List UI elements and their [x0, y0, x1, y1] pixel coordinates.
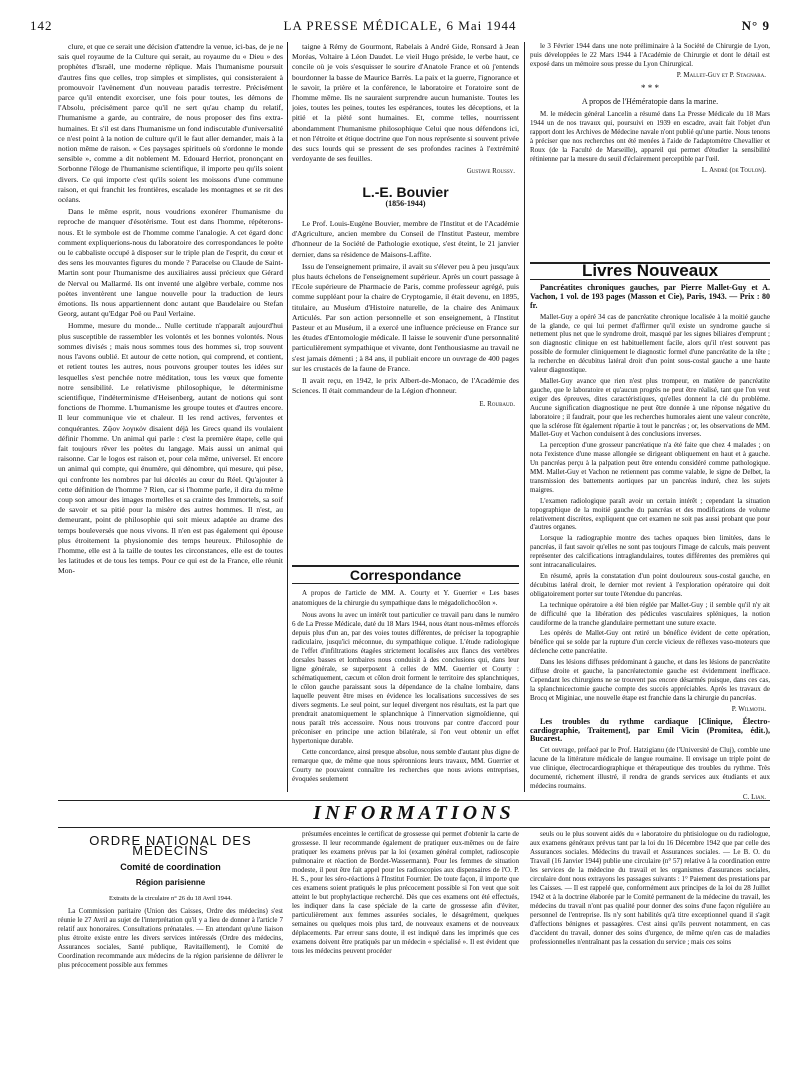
essay-column-1	[58, 42, 283, 772]
book-review: Lorsque la radiographie montre des taches opaques bien limitées, dans le pancréas, il faut savoir qu'elles ne sont pas toujours l'image de calculs, mais peuvent représenter des calcifications intraglandulaires, toutes différentes des premières qui sont intracanaliculaires.	[530, 534, 770, 570]
obituary-paragraph: Il avait reçu, en 1942, le prix Albert-de-Monaco, de l'Académie des Sciences. Il était commandeur de la Légion d'honneur.	[292, 376, 519, 396]
informations-column-2	[292, 830, 519, 1080]
info-paragraph: seuls ou le plus souvent aidés du « laboratoire du phtisiologue ou du radiologue, aux examens généraux prévus tant par la loi du 16 Décembre 1942 que par celle des Assurances sociales. Médecins du travail et Assurances sociales. — Le B. O. du Travail (16 Janvier 1944) publie une circulaire (n° 57) relative à la coordination entre les services de la médecine du travail et les organismes d'assurances sociales, circulaire dont nous extrayons les passages suivants : 1° Paiement des prestations par les Caisses. — Il est rappelé que, conformément aux principes de la loi du 28 Juillet 1942 et à la doctrine élaborée par le Comité permanent de la médecine du travail, les médecins du travail n'ont pas qualité pour donner des soins d'une façon régulière au personnel de l'entreprise. Ils n'y sont habilités qu'à titre exceptionnel quand il s'agit d'affections bénignes et passagères. C'est ainsi qu'ils peuvent notamment, en cas d'accident du travail, donner des soins d'urgence, de même qu'en cas de maladies professionnelles n'entraînant pas la cessation du service ; mais ces soins	[530, 830, 770, 946]
book-review: Cet ouvrage, préfacé par le Prof. Hatzigianu (de l'Université de Cluj), comble une lacune de la littérature médicale de langue roumaine. Il envisage un triple point de vue clinique, électrocardiographique et thérapeutique des troubles du rythme. Très documenté, richement illustré, il rendra de grands services aux étudiants et aux médecins roumains.	[530, 746, 770, 790]
book-review: La perception d'une grosseur pancréatique n'a été faite que chez 4 malades ; on nota l'existence d'une masse allongée se dirigeant obliquement en haut et à gauche. Un pancréas perçu à la palpation peut être entendu considéré comme pathologique. MM. Mallet-Guy et Vachon ne retiennent pas comme valable, le signe de Delbet, la transmission des battements aortiques par un pancréas induré, chez les sujets maigres.	[530, 441, 770, 494]
correspondance-title: Correspondance	[349, 567, 462, 583]
book-title: Les troubles du rythme cardiaque [Clinique, Électro-cardiographie, Traitement], par Emil Vicin (Promitea, édit.), Bucarest.	[530, 716, 770, 744]
informations-column-1	[58, 830, 283, 1080]
correspondance-paragraph: Cette concordance, ainsi presque absolue, nous semble d'autant plus digne de remarque que, de même que nous spéronnions leurs travaux, MM. Guerrier et Courty ne pouvaient connaître les recherches que nous avions entreprises, évoquées seulement	[292, 747, 519, 783]
page-number: 142	[30, 18, 53, 33]
correspondance-section	[292, 565, 519, 795]
column-divider	[287, 42, 288, 792]
informations-banner	[58, 800, 770, 828]
essay-paragraph: taigne à Rémy de Gourmont, Rabelais à André Gide, Ronsard à Jean Moréas, Voltaire à Léon Daudet. Le vieil Hugo préside, le verbe haut, ce concile où je vois s'esquisser le sourire d'Anatole France et où j'entends bourdonner la basse de Maurice Barrès. La paix et la guerre, l'ignorance et le savoir, la prière et la conférence, le laboratoire et l'oratoire sont de l'homme même. Ils ne sauraient surprendre aucun humaniste. Toutes les joies, toutes les peines, toutes les espérances, toutes les déceptions, et la pitié et la piété sont humaines. Et, comme telles, nourrissent abondamment l'humanisme philosophique Celui que nous défendons ici, et non l'étroite et étique doctrine que l'on nous représente si souvent privée des sucs lourds qui se pressent de ses profondes racines à l'extrémité verdoyante de ses feuilles.	[292, 42, 519, 164]
circulaire-reference: Extraits de la circulaire n° 26 du 18 Avril 1944.	[108, 895, 233, 902]
book-review: Mallet-Guy a opéré 34 cas de pancréatite chronique localisée à la moitié gauche de la glande, ce qui lui permet d'affirmer qu'il existe un syndrome gauche si nettement plus net que le syndrome droit, masqué par les signes biliaires d'emprunt ; son diagnostic clinique en est habituellement facile, alors qu'il n'est souvent pas possible de formuler cliniquement le diagnostic formel d'une pancréatite de la tête ; la recherche en décubitus latéral droit d'un point sous-costal gauche a une haute valeur diagnostique.	[530, 312, 770, 375]
book-review: L'examen radiologique paraît avoir un certain intérêt ; cependant la situation topographique de la moitié gauche du pancréas et des modifications de volume relativement discrètes, expliquent que cet examen ne soit pas aussi probant que pour d'autres organes.	[530, 496, 770, 532]
essay-paragraph: Dans le même esprit, nous voudrions exonérer l'humanisme du reproche de manquer d'ésotérisme. Tout est dans l'homme, répéterons-nous. Et le symbole est de l'homme comme l'analogie. A cet égard donc comment expliquerions-nous du laboratoire des correspondances le poète ou le cabbaliste occupé à disposer sur le triple plan de l'esprit, du cœur et des sens les mouvantes figures du monde ? Paracelse ou Claude de Saint-Martin sont pour l'humanisme des auxiliaires aussi précieux que Gérard de Nerval ou Mallarmé. Ils ont inventé une algèbre verbale, comme nos poètes inventèrent une langue nouvelle pour la traduction de leurs émotions. Ils nous appartiennent donc autant que Baudelaire ou Stefan Georg, autant qu'Edgar Poë ou Paul Verlaine.	[58, 207, 283, 319]
book-signature: P. Wilmoth.	[731, 704, 766, 713]
letter-signature: P. Mallet-Guy et P. Stagnara.	[676, 71, 766, 79]
book-review: La technique opératoire a été bien réglée par Mallet-Guy ; il semble qu'il n'y ait de difficulté que la libération des pédicules vasculaires spléniques, la notion caudiforme de la tranche glandulaire permettant une suture exacte.	[530, 600, 770, 627]
obituary-signature: E. Roubaud.	[479, 399, 515, 408]
letter-paragraph: le 3 Février 1944 dans une note préliminaire à la Société de Chirurgie de Lyon, puis développées le 22 Mars 1944 à l'Académie de Chirurgie et dont le détail est exposé dans un mémoire sous presse du Lyon Chirurgical.	[530, 42, 770, 68]
informations-title: INFORMATIONS	[313, 802, 515, 824]
book-signature: C. Lian.	[742, 792, 766, 801]
hemeralopie-title: A propos de l'Hémératopie dans la marine.	[581, 97, 719, 106]
info-paragraph: présumées enceintes le certificat de grossesse qui permet d'obtenir la carte de grossesse. Il leur recommande également de pratiquer eux-mêmes ou de faire pratiquer les examens prévus par la loi (examen général complet, radioscopie pulmonaire et réaction de Bordet-Wassermann). Pour les femmes de situation modeste, il peut être fait appel pour les radioscopies aux dispensaires de l'O. P. H. S., pour les séro-réactions à l'Institut Fournier. De toute façon, il importe que ces examens soient pratiqués le plus précocement possible si l'on veut que soit atteint le but prophylactique recherché. Dès que ces examens ont été effectués, les indiquer dans la case spéciale de la carte de grossesse afin d'éviter, particulièrement aux femmes assurées sociales, le désagrément, quelques semaines ou quelques mois plus tard, de nouveaux examens et de nouveaux déplacements. Par erreur sans doute, il est indiqué dans les imprimés que ces examens doivent être pratiqués par un médecin « spécialisé ». Il est évident que tous les médecins peuvent procéder	[292, 830, 519, 955]
essay-paragraph: Homme, mesure du monde... Nulle certitude n'apparaît aujourd'hui plus susceptible de rassembler les volontés et les bonnes volontés. Nous sommes divisés ; mais nous sommes tous des hommes si, trop souvent nous l'avons oublié. Et autour de cette notion, qui comprend, et contient, et retient toutes les autres, nous pouvons grouper toutes les idées sur lesquelles s'est penchée notre méditation, tous les vœux que fomente notre sensibilité. Le relativisme philosophique, le déterminisme scientifique, l'indéterminisme d'Heisenberg, autant de notions qui sont fonctions de l'homme. L'humanisme les groupe toutes et d'autres encore. Il leur communique vie et chaleur. Il les rend actives, ferventes et conquérantes. Ζῷον λογικόν disaient déjà les Grecs quand ils voulaient définir l'homme. Un animal qui parle : c'est la première étape, celle qui fait toujours rêver les poètes du langage. Mais aussi un animal qui raisonne. Car le logos est raison et, pour cela même, universel. Et encore un animal qui compte, qui énumère, qui dénombre, qui mesure, qui pèse, qui confronte les nombres par lui décelés au cœur du Réel. Qu'ajouter à cette définition de l'homme ? Rien, car si l'homme parle, il dira du même coup son amour des images mortelles et sa crainte des Immortels, sa soif de savoir et sa pitié pour la misère des autres hommes. Il n'est, au demeurant, point de philosophie qui soit mieux adaptée au drame des temps bouleversés que nous vivons. Il n'en est pas également qui épouse plus étroitement la physionomie des temps heureux. Philosophie de l'homme, elle est à la taille de toutes les circonstances, elle est de toutes les latitudes et de tous les temps. Pour ce qui est de la France, elle réunit Mon-	[58, 321, 283, 576]
column-divider	[524, 42, 525, 792]
obituary-dates: (1856-1944)	[385, 198, 426, 208]
region-heading: Région parisienne	[135, 878, 206, 887]
ordre-heading: ORDRE NATIONAL DES MÉDECINS	[89, 833, 252, 858]
journal-title: LA PRESSE MÉDICALE, 6 Mai 1944	[283, 18, 517, 33]
essay-signature: Gustave Roussy.	[466, 167, 515, 176]
essay-paragraph: clure, et que ce serait une décision d'attendre la venue, ici-bas, de je ne sais quel royaume de la Culture qui serait, au royaume du « Dieu » des prophètes d'Israël, une moderne réplique. Mais l'humanisme poursuit d'autres fins que celles, trop simples et simplistes, qui consisteraient à promouvoir l'avènement d'un nouveau paradis terrestre. Précisément parce qu'il entendit exorciser, une fois pour toutes, les démons de l'Absolu, précisément parce qu'il ne sert qu'au champ du relatif, l'humanisme a garde, au contraire, de nous proposer des fins extra-humaines. Et s'il est dans l'humanisme un fond indiscutable d'universalité ce n'est point à la notion de culture qu'il le faut aller demander, mais à la notion même de raison. « Ces paysages spirituels où s'ordonne le monde sensible », comme a dit noblement M. Edouard Herriot, prononçant en Sorbonne l'éloge de l'humanisme scientifique, il importe peu qu'ils soient divers. Ce qui importe c'est qu'ils soient les moissons d'une commune raison, et qui franchit les frontières, escalade les montagnes et se rit des océans.	[58, 42, 283, 205]
obituary-title: L.-E. Bouvier	[362, 183, 449, 200]
correspondance-subject: A propos de l'article de MM. A. Courty et Y. Guerrier « Les bases anatomiques de la chirurgie du sympathique dans le mégadolichocôlon ».	[292, 589, 519, 608]
letter-signature: L. André (de Toulon).	[701, 166, 766, 174]
correspondance-paragraph: Nous avons lu avec un intérêt tout particulier ce travail paru dans le numéro 6 de La Presse Médicale, daté du 18 Mars 1944, nous étant nous-mêmes efforcés depuis plus d'un an, par des voies toutes différentes, de préciser la topographie radiculaire, jusqu'ici méconnue, du sympathique colique. L'étude radiologique de l'effet d'infiltrations étagées strictement localisées aux flancs des vertèbres dorsales basses et lombaires nous conduisit à des conclusions qui, dans leur ligne générale, se superposent à celles de MM. Guerrier et Courty : schématiquement, cæcum et côlon droit forment le territoire des splanchniques, le côlon gauche paraissant sous la dépendance de la chaîne lombaire, dans laquelle peuvent être mises en évidence les localisations successives de ses divers segments. Le seul point, sur lequel divergent nos résultats, est la part que prendrait anatomiquement le splanchnique à l'innervation sigmoïdienne, qui nous paraît très accessoire. Nous nous trouvons par contre d'accord pour préconiser en principe une action bilatérale, si l'on veut obtenir un effet hypertonique durable.	[292, 610, 519, 745]
books-section	[530, 262, 770, 802]
informations-column-3	[530, 830, 770, 1080]
section-separator: * * *	[641, 83, 659, 93]
issue-number: N° 9	[741, 18, 770, 33]
info-paragraph: La Commission paritaire (Union des Caisses, Ordre des médecins) s'est réunie le 27 Avril au sujet de l'interprétation qu'il y a lieu de donner à l'article 7 relatif aux honoraires. Consultations prénatales. — En attendant qu'une liaison plus étroite existe entre les divers services intéressés (Ordre des médecins, Assurances sociales, Santé publique, Ravitaillement), le Comité de Coordination recommande aux médecins de la région parisienne de délivrer le plus précocement possible aux femmes	[58, 907, 283, 969]
letter-paragraph: M. le médecin général Lancelin a résumé dans La Presse Médicale du 18 Mars 1944 un de nos travaux qui, poursuivi en 1939 en escadre, avait fait l'objet d'un rapport dont les Archives de Médecine navale n'ont publié qu'une partie. Nous tenons à préciser que nos recherches ont été menées à l'aide de l'adaptomètre Chevallier et Roux (de la Faculté de Marseille), appareil qui permet d'étudier la sensibilité rétinienne par la mesure du seuil d'éclairement perceptible par l'œil.	[530, 110, 770, 163]
comite-heading: Comité de coordination	[120, 862, 221, 872]
books-title: Livres Nouveaux	[581, 262, 719, 280]
obituary-paragraph: Issu de l'enseignement primaire, il avait su s'élever peu à peu jusqu'aux plus hauts échelons de l'enseignement supérieur. Après un court passage à l'Ecole supérieure de Pharmacie de Paris, comme professeur agrégé, puis comme suppléant pour la chaire de Cryptogamie, il était devenu, en 1895, titulaire, au Muséum d'Histoire naturelle, de la chaire des Animaux Articulés. Par son action personnelle et son enseignement, à l'Institut Pasteur et au Muséum, il a exercé une influence précieuse en France sur les études d'Entomologie médicale. Il laisse le souvenir d'une personnalité particulièrement sympathique et vivante, dont l'enthousiasme au travail ne s'est jamais démenti ; à 84 ans, il publiait encore un ouvrage de 400 pages sur les crustacés de la faune de France.	[292, 261, 519, 373]
essay-column-2	[292, 42, 519, 562]
books-header	[530, 262, 770, 280]
correspondance-header	[292, 565, 519, 584]
page-header	[30, 18, 770, 38]
book-review: Les opérés de Mallet-Guy ont retiré un bénéfice évident de cette opération, bénéfice qui se solde par la rupture d'un cercle vicieux de réflexes vaso-moteurs que déclenche cette pancréatite.	[530, 629, 770, 656]
letters-column	[530, 42, 770, 242]
obituary-paragraph: Le Prof. Louis-Eugène Bouvier, membre de l'Institut et de l'Académie d'Agriculture, ancien membre du Conseil de l'Institut Pasteur, membre d'honneur de la Société de Pathologie exotique, s'est éteint, le 21 janvier dernier, dans sa résidence de Maisons-Laffite.	[292, 219, 519, 259]
book-review: En résumé, après la constatation d'un point douloureux sous-costal gauche, en décubitus latéral droit, le dernier mot revient à l'exploration opératoire qui doit obligatoirement porter sur toute l'étendue du pancréas.	[530, 572, 770, 598]
book-review: Dans les lésions diffuses prédominant à gauche, et dans les lésions de pancréatite diffuse droite et gauche, la pancréatectomie gauche est évidemment inefficace. Cependant les chirurgiens ne se trouvent pas encore désarmés puisque, dans ces cas, la splanchnicectomie gauche compte des succès appréciables. Après les travaux de Brocq et Miginiac, une nouvelle étape est franchie dans la chirurgie du pancréas.	[530, 658, 770, 702]
book-title: Pancréatites chroniques gauches, par Pierre Mallet-Guy et A. Vachon, 1 vol. de 193 pages (Masson et Cie), Paris, 1943. — Prix : 80 fr.	[530, 282, 770, 310]
book-review: Mallet-Guy avance que rien n'est plus trompeur, en matière de pancréatite gauche, que le laboratoire et qu'aucun progrès ne peut être réalisé, tant que l'on veut exiger des épreuves, dites caractéristiques, qu'elles donnent la clé du problème. Aucune signification diagnostique ne peut être donnée à une réponse négative du laboratoire ; il faudrait, pour que les recherches humorales aient une valeur concrète, que la sclérose fût également répartie à tout le pancréas ; or, les observations de MM. Mallet-Guy et Vachon conduisent à des conclusions inverses.	[530, 376, 770, 439]
